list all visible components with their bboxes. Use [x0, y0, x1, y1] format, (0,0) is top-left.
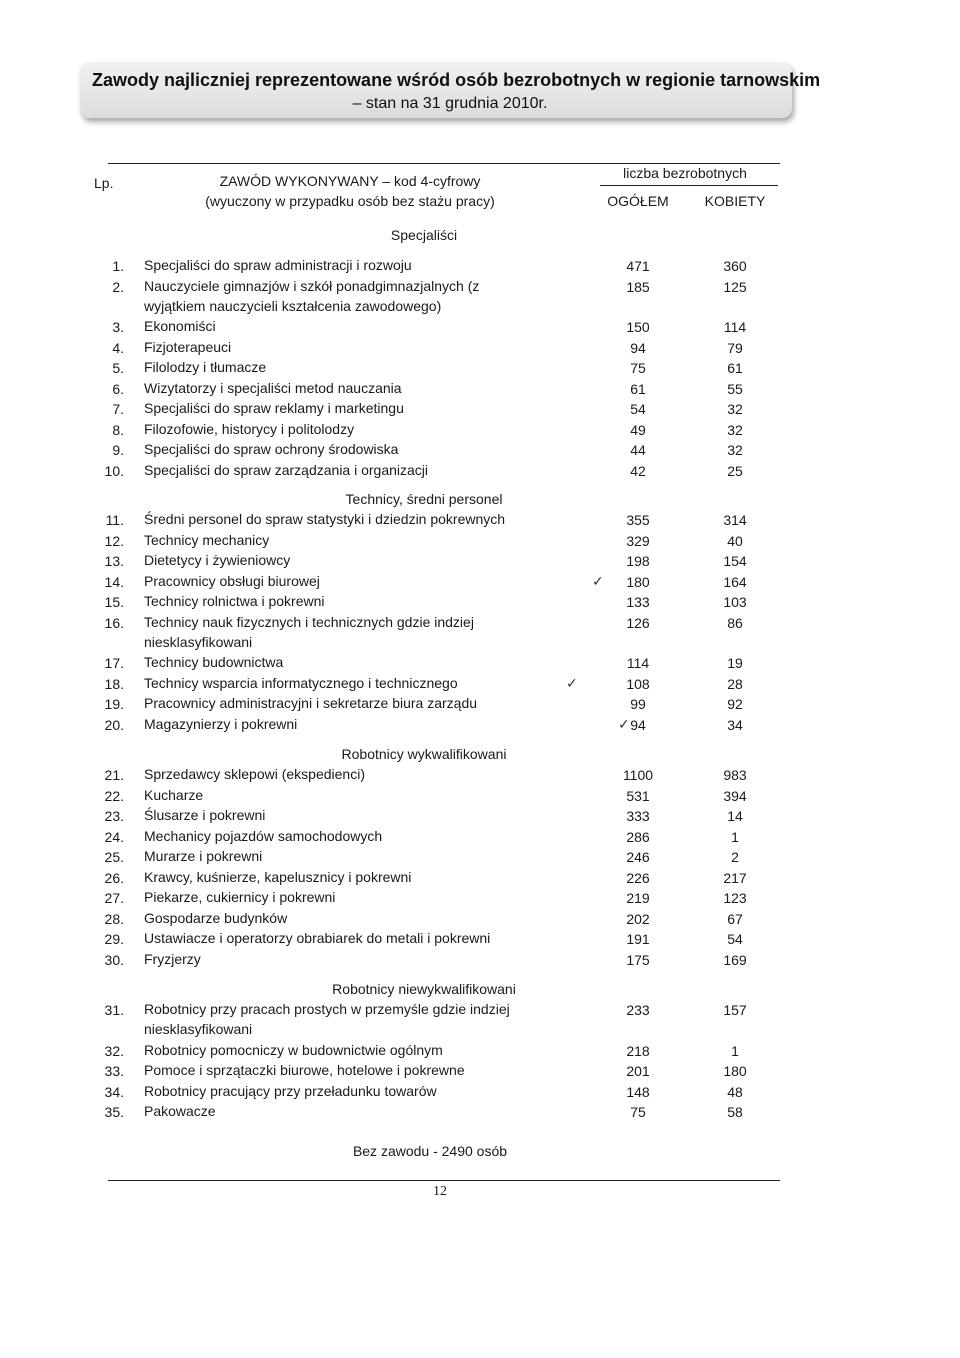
occupation-name: Kucharze	[144, 786, 204, 803]
women-count: 32	[727, 401, 743, 417]
total-count: 42	[630, 462, 646, 479]
occupation-name: Dietetycy i żywieniowcy	[144, 552, 291, 568]
check-mark-icon: ✓	[618, 715, 630, 732]
row-number: 31.	[104, 1002, 124, 1018]
women-count: 34	[727, 716, 743, 733]
row-number: 4.	[112, 339, 124, 356]
row-number: 27.	[104, 890, 124, 906]
row-number: 9.	[112, 442, 124, 458]
occupation-name: Fizjoterapeuci	[144, 338, 232, 355]
row-number: 20.	[104, 716, 124, 733]
row-number: 35.	[104, 1104, 124, 1120]
total-count: 180	[626, 573, 650, 590]
occupation-name: Technicy wsparcia informatycznego i technicznego	[144, 674, 458, 691]
total-count: 148	[626, 1083, 650, 1100]
total-count: 219	[626, 890, 650, 906]
occupation-name: Ekonomiści	[144, 318, 216, 334]
total-count: 54	[630, 401, 646, 417]
row-number: 14.	[104, 573, 124, 590]
total-count: 233	[626, 1002, 650, 1018]
total-count: 246	[626, 849, 650, 865]
occupation-name: Robotnicy pomocniczy w budownictwie ogólnym	[144, 1041, 443, 1058]
occupation-name: Średni personel do spraw statystyki i dziedzin pokrewnych	[144, 511, 506, 527]
women-count: 394	[723, 787, 747, 804]
occupation-name: Specjaliści do spraw administracji i rozwoju	[144, 257, 412, 273]
occupation-name: Filolodzy i tłumacze	[144, 359, 267, 375]
occupation-name: Technicy mechanicy	[144, 531, 270, 548]
total-count: 355	[626, 512, 650, 528]
occupation-name: Murarze i pokrewni	[144, 848, 263, 864]
row-number: 21.	[104, 767, 124, 783]
women-count: 14	[727, 808, 743, 824]
occupation-name: Technicy rolnictwa i pokrewni	[144, 593, 325, 609]
row-number: 30.	[104, 951, 124, 968]
row-number: 28.	[104, 910, 124, 927]
occupation-header-line2: (wyuczony w przypadku osób bez stażu pracy)	[205, 193, 495, 209]
total-count: 150	[626, 319, 650, 335]
women-count: 40	[727, 532, 743, 549]
row-number: 11.	[105, 512, 124, 528]
row-number: 33.	[104, 1063, 124, 1079]
women-count: 154	[723, 553, 747, 569]
row-number: 10.	[104, 462, 124, 479]
women-count: 79	[727, 339, 743, 356]
row-number: 29.	[104, 931, 124, 947]
women-count: 61	[727, 360, 743, 376]
women-count: 25	[727, 462, 743, 479]
women-header: KOBIETY	[704, 193, 766, 209]
footer-note: Bez zawodu - 2490 osób	[352, 1143, 508, 1159]
total-count: 531	[626, 787, 650, 804]
total-count: 175	[626, 951, 650, 968]
occupation-name: Robotnicy pracujący przy przeładunku towarów	[144, 1082, 437, 1099]
occupation-name: Nauczyciele gimnazjów i szkół ponadgimnazjalnych (z wyjątkiem nauczycieli kształcenia zawodowego)	[144, 277, 480, 314]
check-mark-icon: ✓	[566, 674, 578, 691]
row-number: 5.	[112, 360, 124, 376]
row-number: 17.	[104, 655, 124, 671]
total-count: 1100	[622, 767, 654, 783]
total-count: 44	[630, 442, 646, 458]
total-count: 126	[626, 614, 650, 631]
women-count: 1	[731, 1042, 739, 1059]
row-number: 32.	[104, 1042, 124, 1059]
occupation-name: Technicy nauk fizycznych i technicznych gdzie indziej niesklasyfikowani	[144, 613, 474, 650]
row-number: 13.	[104, 553, 124, 569]
total-count: 108	[626, 675, 650, 692]
women-count: 54	[727, 931, 743, 947]
women-count: 55	[727, 380, 743, 397]
occupation-name: Sprzedawcy sklepowi (ekspedienci)	[144, 766, 365, 782]
section-title: Robotnicy niewykwalifikowani	[332, 981, 516, 997]
occupation-name: Robotnicy przy pracach prostych w przemyśle gdzie indziej niesklasyfikowani	[144, 1001, 510, 1037]
document-subtitle: – stan na 31 grudnia 2010r.	[352, 95, 548, 112]
women-count: 32	[727, 421, 743, 438]
women-count: 217	[723, 869, 747, 886]
row-number: 34.	[104, 1083, 124, 1100]
document-title: Zawody najliczniej reprezentowane wśród osób bezrobotnych w regionie tarnowskim	[92, 70, 821, 90]
occupation-name: Fryzjerzy	[144, 950, 201, 967]
women-count: 92	[727, 696, 743, 712]
women-count: 19	[727, 655, 743, 671]
total-count: 75	[630, 1104, 646, 1120]
occupation-name: Pracownicy administracyjni i sekretarze biura zarządu	[144, 695, 478, 711]
women-count: 314	[723, 512, 747, 528]
occupation-name: Gospodarze budynków	[144, 909, 288, 926]
total-count: 286	[626, 828, 650, 845]
check-mark-icon: ✓	[592, 572, 604, 589]
total-count: 61	[630, 380, 646, 397]
row-number: 1.	[112, 258, 124, 274]
women-count: 169	[723, 951, 747, 968]
women-count: 164	[723, 573, 747, 590]
occupation-name: Technicy budownictwa	[144, 654, 284, 670]
row-number: 15.	[104, 594, 124, 610]
total-count: 218	[626, 1042, 650, 1059]
row-number: 24.	[104, 828, 124, 845]
total-count: 201	[626, 1063, 650, 1079]
women-count: 28	[727, 675, 743, 692]
footer-line	[108, 1180, 780, 1181]
women-count: 157	[723, 1002, 747, 1018]
total-count: 75	[630, 360, 646, 376]
occupation-name: Piekarze, cukiernicy i pokrewni	[144, 889, 336, 905]
women-count: 2	[731, 849, 739, 865]
section-title: Specjaliści	[390, 227, 458, 243]
women-count: 114	[723, 319, 747, 335]
total-count: 329	[626, 532, 650, 549]
total-count: 202	[626, 910, 650, 927]
occupation-name: Mechanicy pojazdów samochodowych	[144, 827, 383, 844]
total-count: 191	[626, 931, 650, 947]
women-count: 123	[723, 890, 747, 906]
occupation-name: Specjaliści do spraw reklamy i marketingu	[144, 400, 404, 416]
row-number: 12.	[104, 532, 124, 549]
occupation-name: Specjaliści do spraw ochrony środowiska	[144, 441, 399, 457]
total-count: 471	[626, 258, 650, 274]
row-number: 2.	[112, 278, 124, 295]
occupation-name: Pomoce i sprzątaczki biurowe, hotelowe i pokrewne	[144, 1062, 465, 1078]
occupation-name: Pracownicy obsługi biurowej	[144, 572, 320, 589]
total-count: 226	[626, 869, 650, 886]
occupation-name: Filozofowie, historycy i politolodzy	[144, 420, 355, 437]
occupation-name: Krawcy, kuśnierze, kapelusznicy i pokrewni	[144, 868, 412, 885]
total-count: 114	[626, 655, 650, 671]
page-number: 12	[433, 1184, 447, 1199]
count-header: liczba bezrobotnych	[623, 165, 747, 181]
total-count: 94	[630, 716, 646, 733]
total-count: 133	[626, 594, 650, 610]
occupation-name: Wizytatorzy i specjaliści metod nauczania	[144, 379, 402, 396]
women-count: 67	[727, 910, 743, 927]
women-count: 180	[723, 1063, 747, 1079]
row-number: 8.	[112, 421, 124, 438]
occupation-name: Specjaliści do spraw zarządzania i organizacji	[144, 461, 429, 478]
total-header: OGÓŁEM	[607, 193, 669, 209]
row-number: 6.	[112, 380, 124, 397]
lp-header: Lp.	[94, 175, 114, 191]
women-count: 103	[723, 594, 747, 610]
row-number: 7.	[112, 401, 124, 417]
occupation-name: Pakowacze	[144, 1103, 216, 1119]
women-count: 32	[727, 442, 743, 458]
women-count: 1	[731, 828, 739, 845]
row-number: 25.	[104, 849, 124, 865]
section-title: Technicy, średni personel	[345, 491, 503, 507]
occupation-name: Magazynierzy i pokrewni	[144, 715, 298, 732]
women-count: 86	[727, 614, 743, 631]
row-number: 3.	[112, 319, 124, 335]
count-header-underline	[600, 185, 778, 186]
women-count: 983	[723, 767, 747, 783]
total-count: 99	[630, 696, 646, 712]
occupation-name: Ustawiacze i operatorzy obrabiarek do metali i pokrewni	[144, 930, 491, 946]
row-number: 26.	[104, 869, 124, 886]
section-title: Robotnicy wykwalifikowani	[341, 746, 507, 762]
total-count: 49	[630, 421, 646, 438]
total-count: 94	[630, 339, 646, 356]
occupation-name: Ślusarze i pokrewni	[144, 807, 266, 823]
occupation-header-line1: ZAWÓD WYKONYWANY – kod 4-cyfrowy	[219, 173, 481, 189]
women-count: 360	[723, 258, 747, 274]
total-count: 198	[626, 553, 650, 569]
row-number: 23.	[104, 808, 124, 824]
row-number: 16.	[104, 614, 124, 631]
row-number: 19.	[104, 696, 124, 712]
women-count: 125	[723, 278, 747, 295]
row-number: 18.	[104, 675, 124, 692]
women-count: 48	[727, 1083, 743, 1100]
women-count: 58	[727, 1104, 743, 1120]
row-number: 22.	[104, 787, 124, 804]
total-count: 333	[626, 808, 650, 824]
total-count: 185	[626, 278, 650, 295]
